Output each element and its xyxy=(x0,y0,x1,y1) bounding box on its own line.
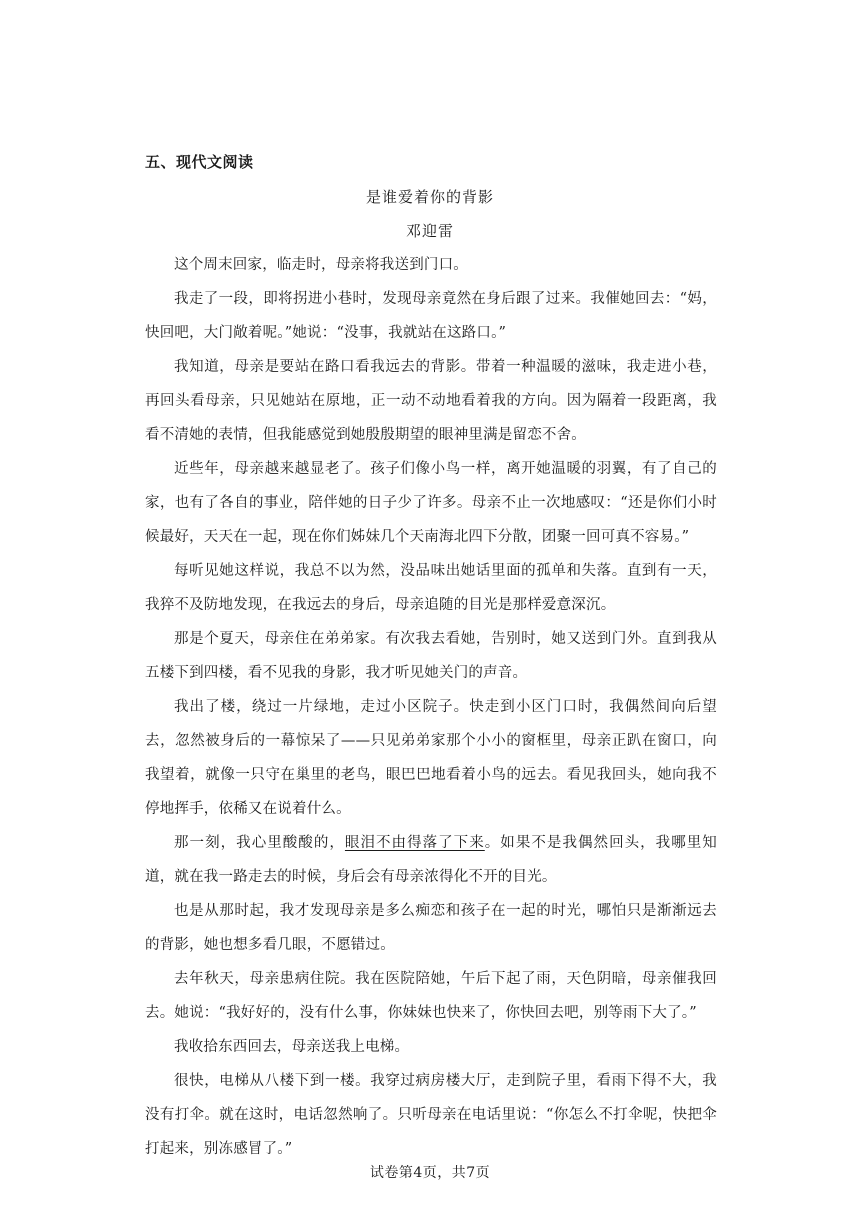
paragraph: 也是从那时起，我才发现母亲是多么痴恋和孩子在一起的时光，哪怕只是渐渐远去的背影，她也想多看几眼，不愿错过。 xyxy=(145,903,717,953)
paragraph-with-underline xyxy=(145,826,717,894)
section-heading: 五、现代文阅读 xyxy=(145,153,254,171)
paragraph: 我走了一段，即将拐进小巷时，发现母亲竟然在身后跟了过来。我催她回去：“妈，快回吧，大门敞着呢。”她说：“没事，我就站在这路口。” xyxy=(145,291,717,341)
paragraph: 去年秋天，母亲患病住院。我在医院陪她，午后下起了雨，天色阴暗，母亲催我回去。她说：“我好好的，没有什么事，你妹妹也快来了，你快回去吧，别等雨下大了。” xyxy=(145,971,717,1021)
article-author: 邓迎雷 xyxy=(405,222,454,240)
article-body xyxy=(145,248,717,1166)
paragraph: 这个周末回家，临走时，母亲将我送到门口。 xyxy=(174,257,468,273)
paragraph: 很快，电梯从八楼下到一楼。我穿过病房楼大厅，走到院子里，看雨下得不大，我没有打伞。就在这时，电话忽然响了。只听母亲在电话里说：“你怎么不打伞呢，快把伞打起来，别冻感冒了。” xyxy=(145,1073,717,1157)
paragraph: 那是个夏天，母亲住在弟弟家。有次我去看她，告别时，她又送到门外。直到我从五楼下到四楼，看不见我的身影，我才听见她关门的声音。 xyxy=(145,631,717,681)
paragraph: 近些年，母亲越来越显老了。孩子们像小鸟一样，离开她温暖的羽翼，有了自己的家，也有了各自的事业，陪伴她的日子少了许多。母亲不止一次地感叹：“还是你们小时候最好，天天在一起，现在你们姊妹几个天南海北四下分散，团聚一回可真不容易。” xyxy=(145,461,717,545)
paragraph-text-before: 那一刻，我心里酸酸的， xyxy=(174,835,345,851)
paragraph: 每听见她这样说，我总不以为然，没品味出她话里面的孤单和失落。直到有一天，我猝不及防地发现，在我远去的身后，母亲追随的目光是那样爱意深沉。 xyxy=(145,563,717,613)
paragraph: 我收拾东西回去，母亲送我上电梯。 xyxy=(174,1039,410,1055)
paragraph: 我知道，母亲是要站在路口看我远去的背影。带着一种温暖的滋味，我走进小巷，再回头看母亲，只见她站在原地，正一动不动地看着我的方向。因为隔着一段距离，我看不清她的表情，但我能感觉到她殷殷期望的眼神里满是留恋不舍。 xyxy=(145,359,717,443)
page-footer: 试卷第4页，共7页 xyxy=(369,1165,491,1181)
underlined-sentence: 眼泪不由得落了下来 xyxy=(344,835,485,851)
article-title: 是谁爱着你的背影 xyxy=(365,188,494,206)
paragraph-text-after: 。如果不是我偶然回头，我哪里知道，就在我一路走去的时候，身后会有母亲浓得化不开的目光。 xyxy=(145,835,717,885)
paragraph: 我出了楼，绕过一片绿地，走过小区院子。快走到小区门口时，我偶然间向后望去，忽然被身后的一幕惊呆了——只见弟弟家那个小小的窗框里，母亲正趴在窗口，向我望着，就像一只守在巢里的老鸟，眼巴巴地看着小鸟的远去。看见我回头，她向我不停地挥手，依稀又在说着什么。 xyxy=(145,699,717,817)
